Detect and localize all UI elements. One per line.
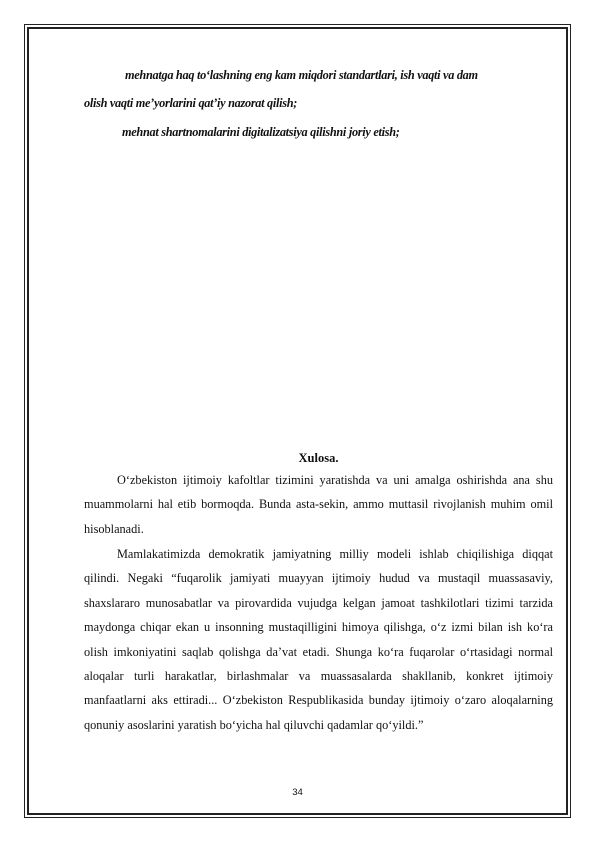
bullet-item-2: mehnat shartnomalarini digitalizatsiya qilishni joriy etish;: [122, 125, 400, 139]
section-heading: Xulosa.: [298, 451, 339, 465]
bullet-item-1-line-1: mehnatga haq to‘lashning eng kam miqdori standartlari, ish vaqti va dam: [125, 68, 478, 82]
paragraph-2: Mamlakatimizda demokratik jamiyatning milliy modeli ishlab chiqilishiga diqqat qilindi. Negaki “fuqarolik jamiyati muayyan ijtimoiy hudud va mustaqil muassasaviy, shaxslararo munosabatlar va pirovardida vujudga kelgan jamoat tashkilotlari tizimi tarzida maydonga chiqar ekan u insonning mustaqilligini himoya qilishga, o‘z izmi bilan ish ko‘ra olish imkoniyatini saqlab qolishga da’vat etadi. Shunga ko‘ra fuqarolar o‘rtasidagi normal aloqalar turli harakatlar, birlashmalar va muassasalarda shakllanib, konkret ijtimoiy manfaatlarni aks ettiradi... O‘zbekiston Respublikasida bunday ijtimoiy o‘zaro aloqalarning qonuniy asoslarini yaratish bo‘yicha hal qiluvchi qadamlar qo‘yildi.”: [84, 547, 553, 732]
page-number: 34: [292, 787, 303, 798]
paragraph-1: O‘zbekiston ijtimoiy kafoltlar tizimini yaratishda va uni amalga oshirishda ana shu muammolarni hal etib bormoqda. Bunda asta-sekin, ammo muttasil rivojlanish muhim omil hisoblanadi.: [84, 473, 553, 536]
bullet-item-1-line-2: olish vaqti me’yorlarini qat’iy nazorat qilish;: [84, 96, 298, 110]
